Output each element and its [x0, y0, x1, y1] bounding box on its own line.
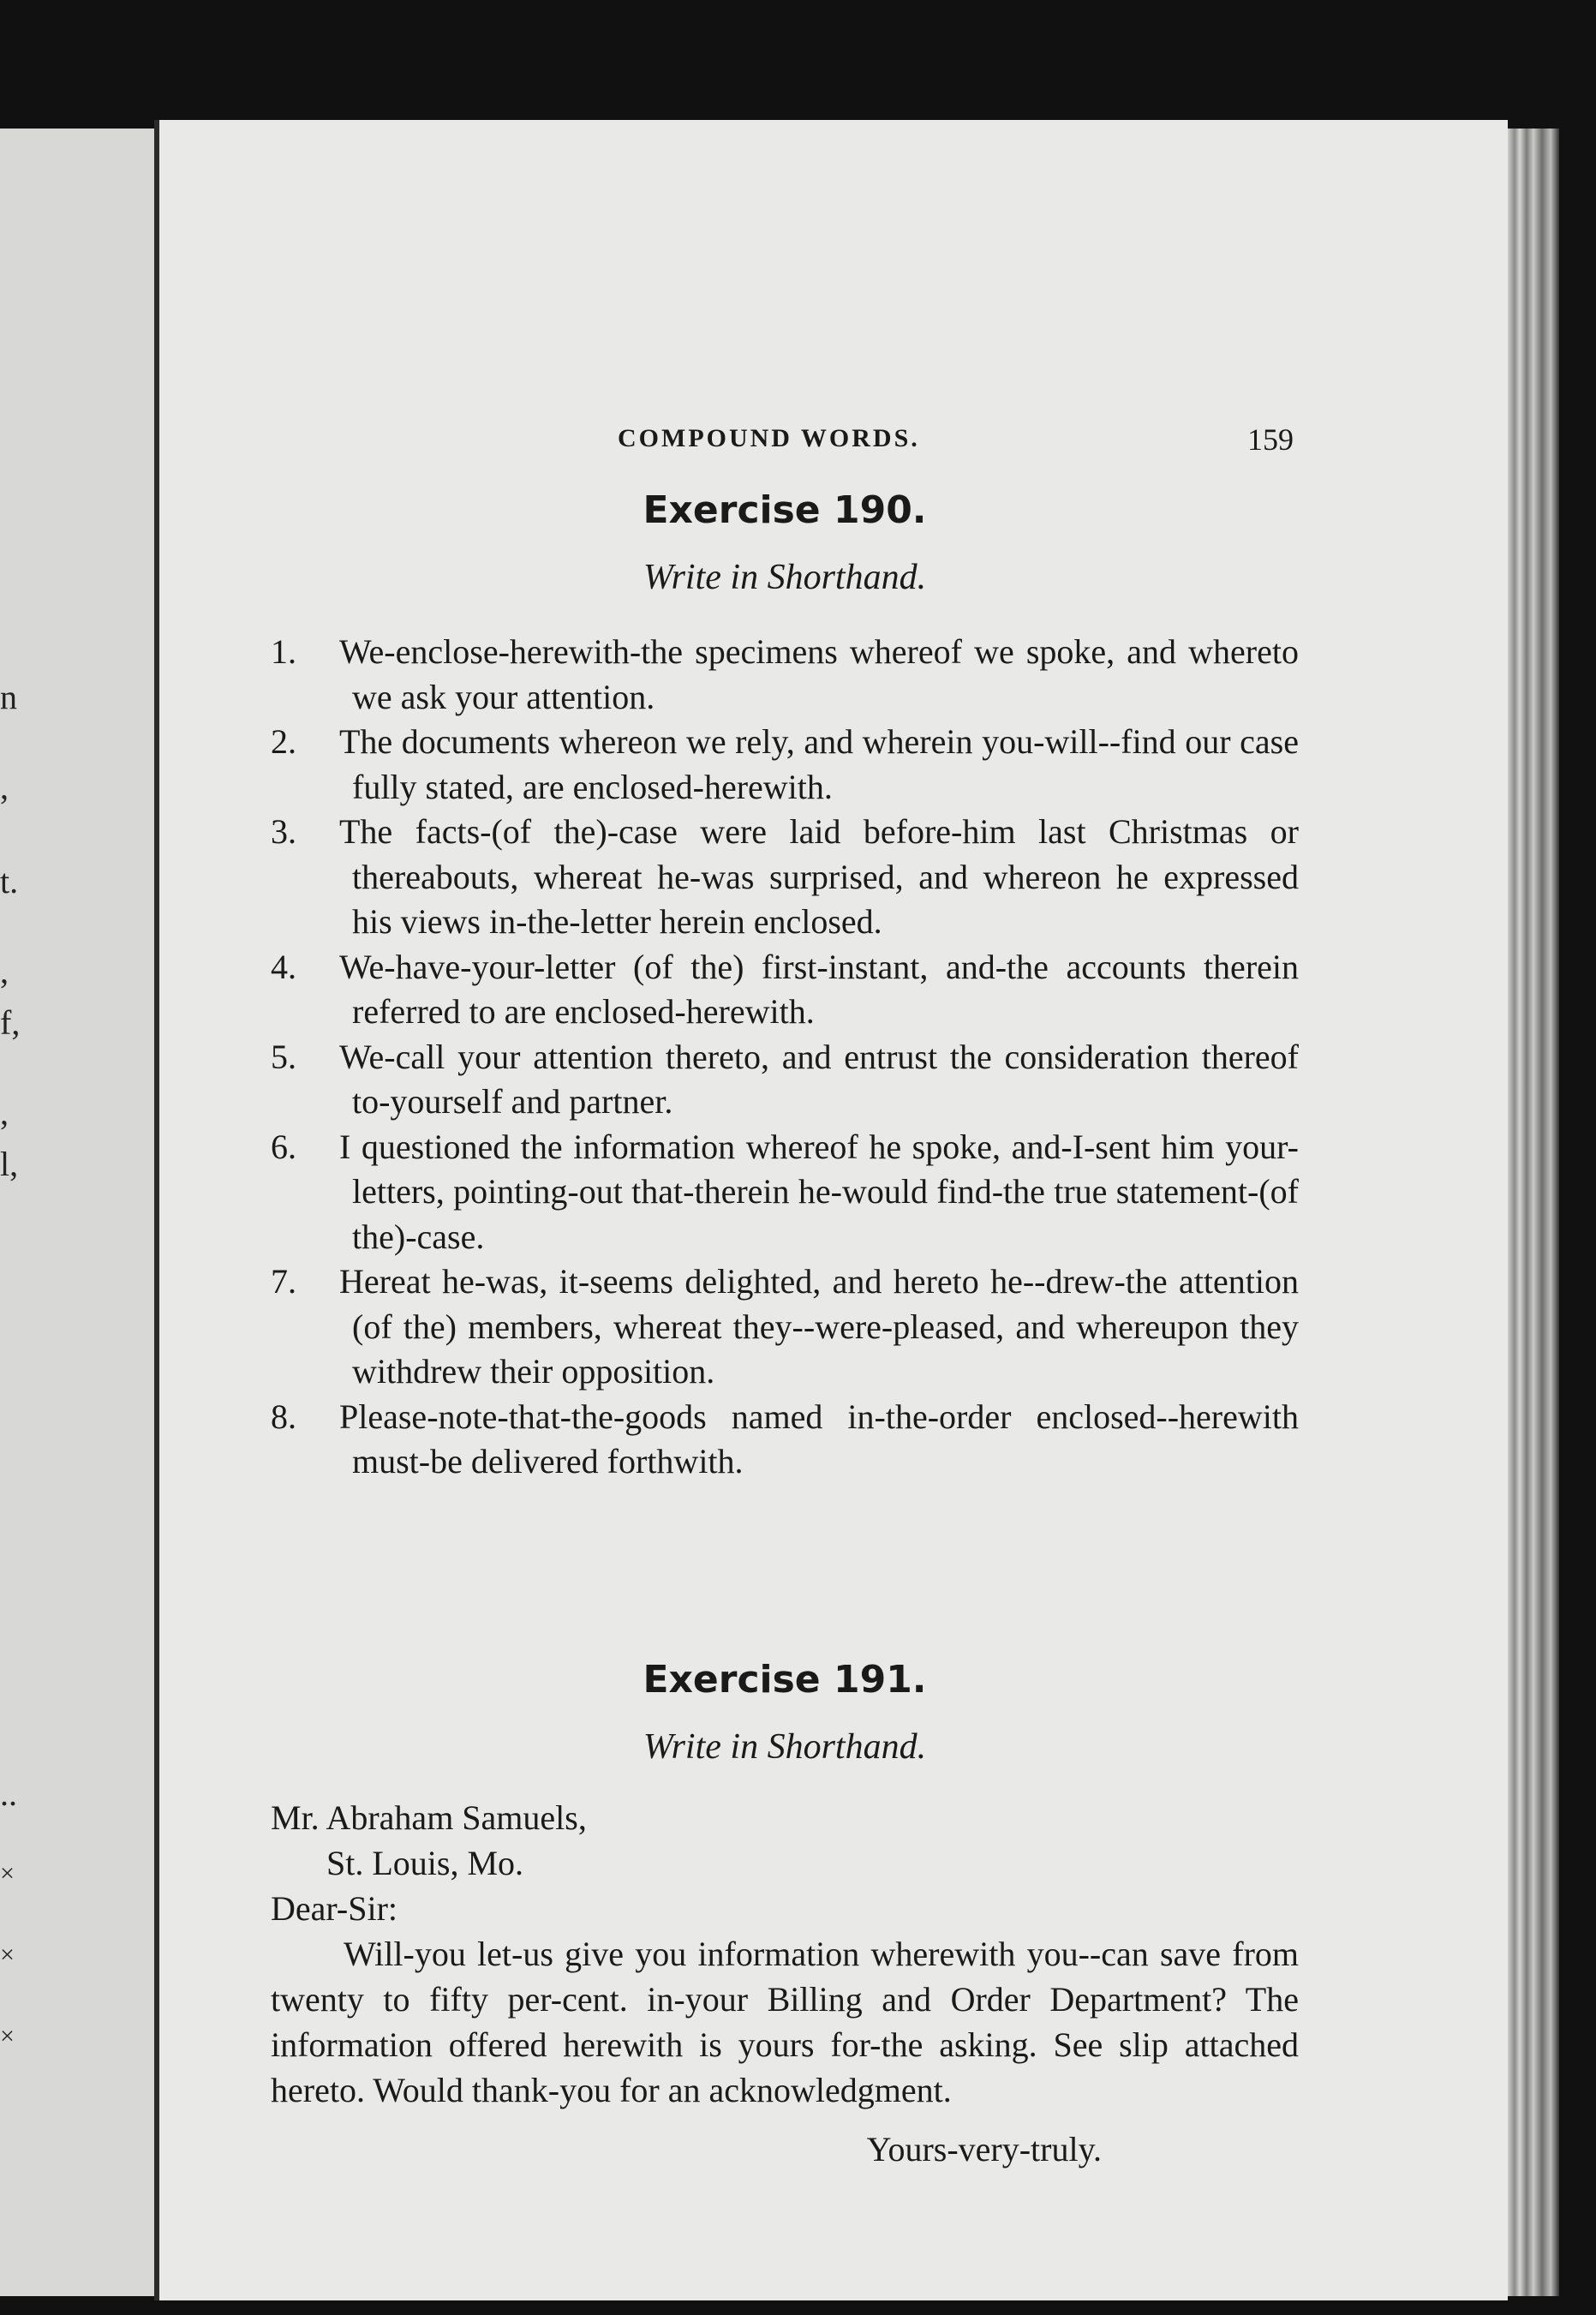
exercise-190-subtitle: Write in Shorthand. — [643, 558, 927, 597]
facing-page-fragment: × — [0, 1941, 15, 1969]
item-number: 8. — [271, 1397, 296, 1436]
facing-page-edge — [0, 129, 154, 2296]
list-item — [271, 1395, 1299, 1485]
salutation: Dear-Sir: — [271, 1889, 398, 1928]
book-page — [154, 120, 1508, 2300]
address-line: St. Louis, Mo. — [326, 1844, 524, 1882]
list-item — [271, 1259, 1299, 1395]
page-number: 159 — [1247, 422, 1294, 457]
facing-page-fragment: l, — [0, 1145, 19, 1183]
list-item — [271, 945, 1299, 1035]
exercise-191-title: Exercise 191. — [643, 1658, 927, 1702]
facing-page-fragment: n — [0, 678, 17, 716]
running-head: COMPOUND WORDS. — [618, 424, 920, 452]
list-item — [271, 1035, 1299, 1125]
address-line: Mr. Abraham Samuels, — [271, 1798, 587, 1837]
list-item — [271, 720, 1299, 810]
item-text: We-enclose-herewith-the specimens whereof we spoke, and whereto we ask your attention. — [339, 632, 1299, 716]
facing-page-fragment: .. — [0, 1774, 17, 1813]
exercise-191-subtitle: Write in Shorthand. — [643, 1727, 927, 1767]
item-number: 5. — [271, 1037, 296, 1076]
item-number: 7. — [271, 1262, 296, 1301]
item-text: The documents whereon we rely, and wherein you-will--find our case fully stated, are enclosed-herewith. — [339, 722, 1299, 806]
facing-page-fragment: t. — [0, 862, 19, 900]
item-text: Hereat he-was, it-seems delighted, and hereto he--drew-the attention (of the) members, whereat they--were-pleased, and whereupon they withdrew their opposition. — [339, 1262, 1299, 1391]
item-number: 1. — [271, 632, 296, 671]
facing-page-fragment: , — [0, 952, 9, 990]
page-stack-edge — [1508, 129, 1559, 2296]
facing-page-fragment: × — [0, 1859, 15, 1887]
letter — [271, 1795, 1299, 2172]
letter-closing: Yours-very-truly. — [866, 2130, 1102, 2168]
list-item — [271, 630, 1299, 720]
item-text: We-have-your-letter (of the) first-instant, and-the accounts therein referred to are enclosed-herewith. — [339, 947, 1299, 1031]
item-text: We-call your attention thereto, and entrust the consideration thereof to-yourself and partner. — [339, 1037, 1299, 1121]
exercise-190-list — [271, 630, 1299, 1485]
facing-page-fragment: × — [0, 2022, 15, 2050]
item-number: 2. — [271, 722, 296, 761]
item-number: 6. — [271, 1127, 296, 1166]
item-number: 3. — [271, 812, 296, 851]
facing-page-fragment: , — [0, 1093, 9, 1132]
item-text: The facts-(of the)-case were laid before-him last Christmas or thereabouts, whereat he-was surprised, and whereon he expressed his views in-the-letter herein enclosed. — [339, 812, 1299, 941]
facing-page-fragment: f, — [0, 1003, 21, 1042]
letter-body: Will-you let-us give you information wherewith you--can save from twenty to fifty per-cent. in-your Billing and Order Department? The information offered herewith is yours for-the asking. See slip attached hereto. Would thank-you for an acknowledgment. — [271, 1935, 1299, 2109]
list-item — [271, 1125, 1299, 1260]
item-text: Please-note-that-the-goods named in-the-order enclosed--herewith must-be delivered forthwith. — [339, 1397, 1299, 1481]
item-text: I questioned the information whereof he spoke, and-I-sent him your-letters, pointing-out that-therein he-would find-the true statement-(of the)-case. — [339, 1127, 1299, 1256]
facing-page-fragment: , — [0, 768, 9, 806]
exercise-190-title: Exercise 190. — [643, 488, 927, 532]
item-number: 4. — [271, 947, 296, 986]
list-item — [271, 810, 1299, 945]
